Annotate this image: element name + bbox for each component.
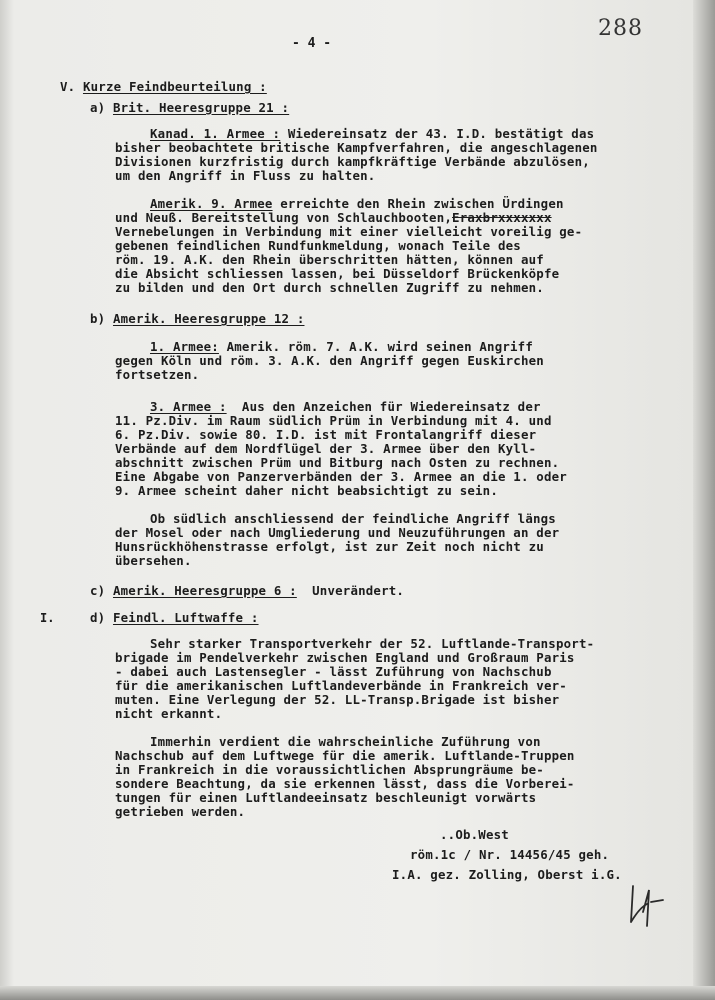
b-p3-line-3: Hunsrückhöhenstrasse erfolgt, ist zur Zeit noch nicht zu [115, 539, 544, 554]
b-p1-line-3: fortsetzen. [115, 367, 200, 382]
a-p2-text-1: erreichte den Rhein zwischen Ürdingen [272, 196, 564, 211]
b-p2-line-3: 6. Pz.Div. sowie 80. I.D. ist mit Frontalangriff dieser [115, 427, 537, 442]
b-p3-line-4: übersehen. [115, 553, 192, 568]
d-p2-line-3: in Frankreich in die voraussichtlichen Absprungräume be- [115, 762, 544, 777]
handwritten-signature [625, 882, 667, 928]
d-p2-line-6: getrieben werden. [115, 804, 246, 819]
b-p2-lead: 3. Armee : [150, 399, 227, 414]
a-p1-line-2: bisher beobachtete britische Kampfverfahren, die angeschlagenen [115, 140, 598, 155]
subsection-b-label: b) [90, 311, 113, 326]
d-p2-line-5: tungen für einen Luftlandeeinsatz beschleunigt vorwärts [115, 790, 537, 805]
subsection-b-title: Amerik. Heeresgruppe 12 : [112, 311, 305, 326]
a-p2-lead: Amerik. 9. Armee [150, 196, 273, 211]
footer-signed: I.A. gez. Zolling, Oberst i.G. [392, 867, 622, 882]
b-p2-line-6: Eine Abgabe von Panzerverbänden der 3. Armee an die 1. oder [115, 469, 567, 484]
a-p2-line-3: Vernebelungen in Verbindung mit einer vielleicht voreilig ge- [115, 224, 583, 239]
a-p2-text-2: und Neuß. Bereitstellung von Schlauchbooten, [115, 210, 453, 225]
b-p2-line-7: 9. Armee scheint daher nicht beabsichtigt zu sein. [115, 483, 498, 498]
section-label: V. [60, 79, 83, 94]
page-number: - 4 - [292, 36, 332, 51]
a-p1-line-3: Divisionen kurzfristig durch kampfkräftige Verbände abzulösen, [115, 154, 590, 169]
subsection-b-heading [90, 312, 304, 326]
a-p1-lead: Kanad. 1. Armee : [150, 126, 281, 141]
footer-from [440, 828, 509, 842]
b-p2-line-5: abschnitt zwischen Prüm und Bitburg nach Osten zu rechnen. [115, 455, 560, 470]
d-p2-line-4: sondere Beachtung, da sie erkennen lässt, dass die Vorberei- [115, 776, 575, 791]
subsection-d-label: d) [90, 610, 113, 625]
b-p2-line-2: 11. Pz.Div. im Raum südlich Prüm in Verbindung mit 4. und [115, 413, 552, 428]
d-p1-line-2: brigade im Pendelverkehr zwischen England und Großraum Paris [115, 650, 575, 665]
subsection-c-value: Unverändert. [296, 583, 405, 598]
a-p2-line-1 [150, 197, 564, 211]
subsection-d-title: Feindl. Luftwaffe : [112, 610, 259, 625]
subsection-a-label: a) [90, 100, 113, 115]
subsection-a-title: Brit. Heeresgruppe 21 : [112, 100, 290, 115]
footer-from-text: Ob.West [455, 827, 509, 842]
a-p2-line-2 [115, 211, 552, 225]
page-bottom-shadow [0, 986, 715, 1000]
d-p1-line-1: Sehr starker Transportverkehr der 52. Luftlande-Transport- [150, 636, 595, 651]
d-p1-line-5: muten. Eine Verlegung der 52. LL-Transp.Brigade ist bisher [115, 692, 560, 707]
d-p1-line-3: - dabei auch Lastensegler - lässt Zuführung von Nachschub [115, 664, 552, 679]
b-p1-lead: 1. Armee: [150, 339, 219, 354]
b-p2-line-1 [150, 400, 541, 414]
b-p1-text-1: Amerik. röm. 7. A.K. wird seinen Angriff [218, 339, 534, 354]
section-title: Kurze Feindbeurteilung : [82, 79, 267, 94]
footer-reference: röm.1c / Nr. 14456/45 geh. [410, 847, 610, 862]
b-p1-line-1 [150, 340, 533, 354]
subsection-c-label: c) [90, 583, 113, 598]
a-p2-line-4: gebenen feindlichen Rundfunkmeldung, wonach Teile des [115, 238, 521, 253]
footer-dash: .. [440, 827, 456, 842]
section-heading [60, 80, 267, 94]
a-p2-line-5: röm. 19. A.K. den Rhein überschritten hätten, können auf [115, 252, 544, 267]
a-p1-line-1 [150, 127, 594, 141]
a-p1-text-1: Wiedereinsatz der 43. I.D. bestätigt das [280, 126, 595, 141]
b-p3-line-1: Ob südlich anschliessend der feindliche Angriff längs [150, 511, 556, 526]
d-p2-line-1: Immerhin verdient die wahrscheinliche Zuführung von [150, 734, 541, 749]
a-p2-line-6: die Absicht schliessen lassen, bei Düsseldorf Brückenköpfe [115, 266, 560, 281]
subsection-c-title: Amerik. Heeresgruppe 6 : [112, 583, 297, 598]
subsection-c-heading [90, 584, 404, 598]
b-p1-line-2: gegen Köln und röm. 3. A.K. den Angriff gegen Euskirchen [115, 353, 544, 368]
a-p1-line-4: um den Angriff in Fluss zu halten. [115, 168, 376, 183]
handwritten-page-number: 288 [598, 16, 643, 41]
d-p1-line-4: für die amerikanischen Luftlandeverbände in Frankreich ver- [115, 678, 567, 693]
d-p2-line-2: Nachschub auf dem Luftwege für die amerik. Luftlande-Truppen [115, 748, 575, 763]
struck-out-text: Eraxbrxxxxxxx [452, 210, 552, 225]
subsection-a-heading [90, 101, 289, 115]
d-p1-line-6: nicht erkannt. [115, 706, 223, 721]
b-p2-line-4: Verbände auf dem Nordflügel der 3. Armee über den Kyll- [115, 441, 537, 456]
b-p2-text-1: Aus den Anzeichen für Wiedereinsatz der [226, 399, 541, 414]
margin-mark: I. [40, 611, 55, 625]
a-p2-line-7: zu bilden und den Ort durch schnellen Zugriff zu nehmen. [115, 280, 544, 295]
b-p3-line-2: der Mosel oder nach Umgliederung und Neuzuführungen an der [115, 525, 560, 540]
page-edge-shadow [693, 0, 715, 1000]
subsection-d-heading [90, 611, 259, 625]
